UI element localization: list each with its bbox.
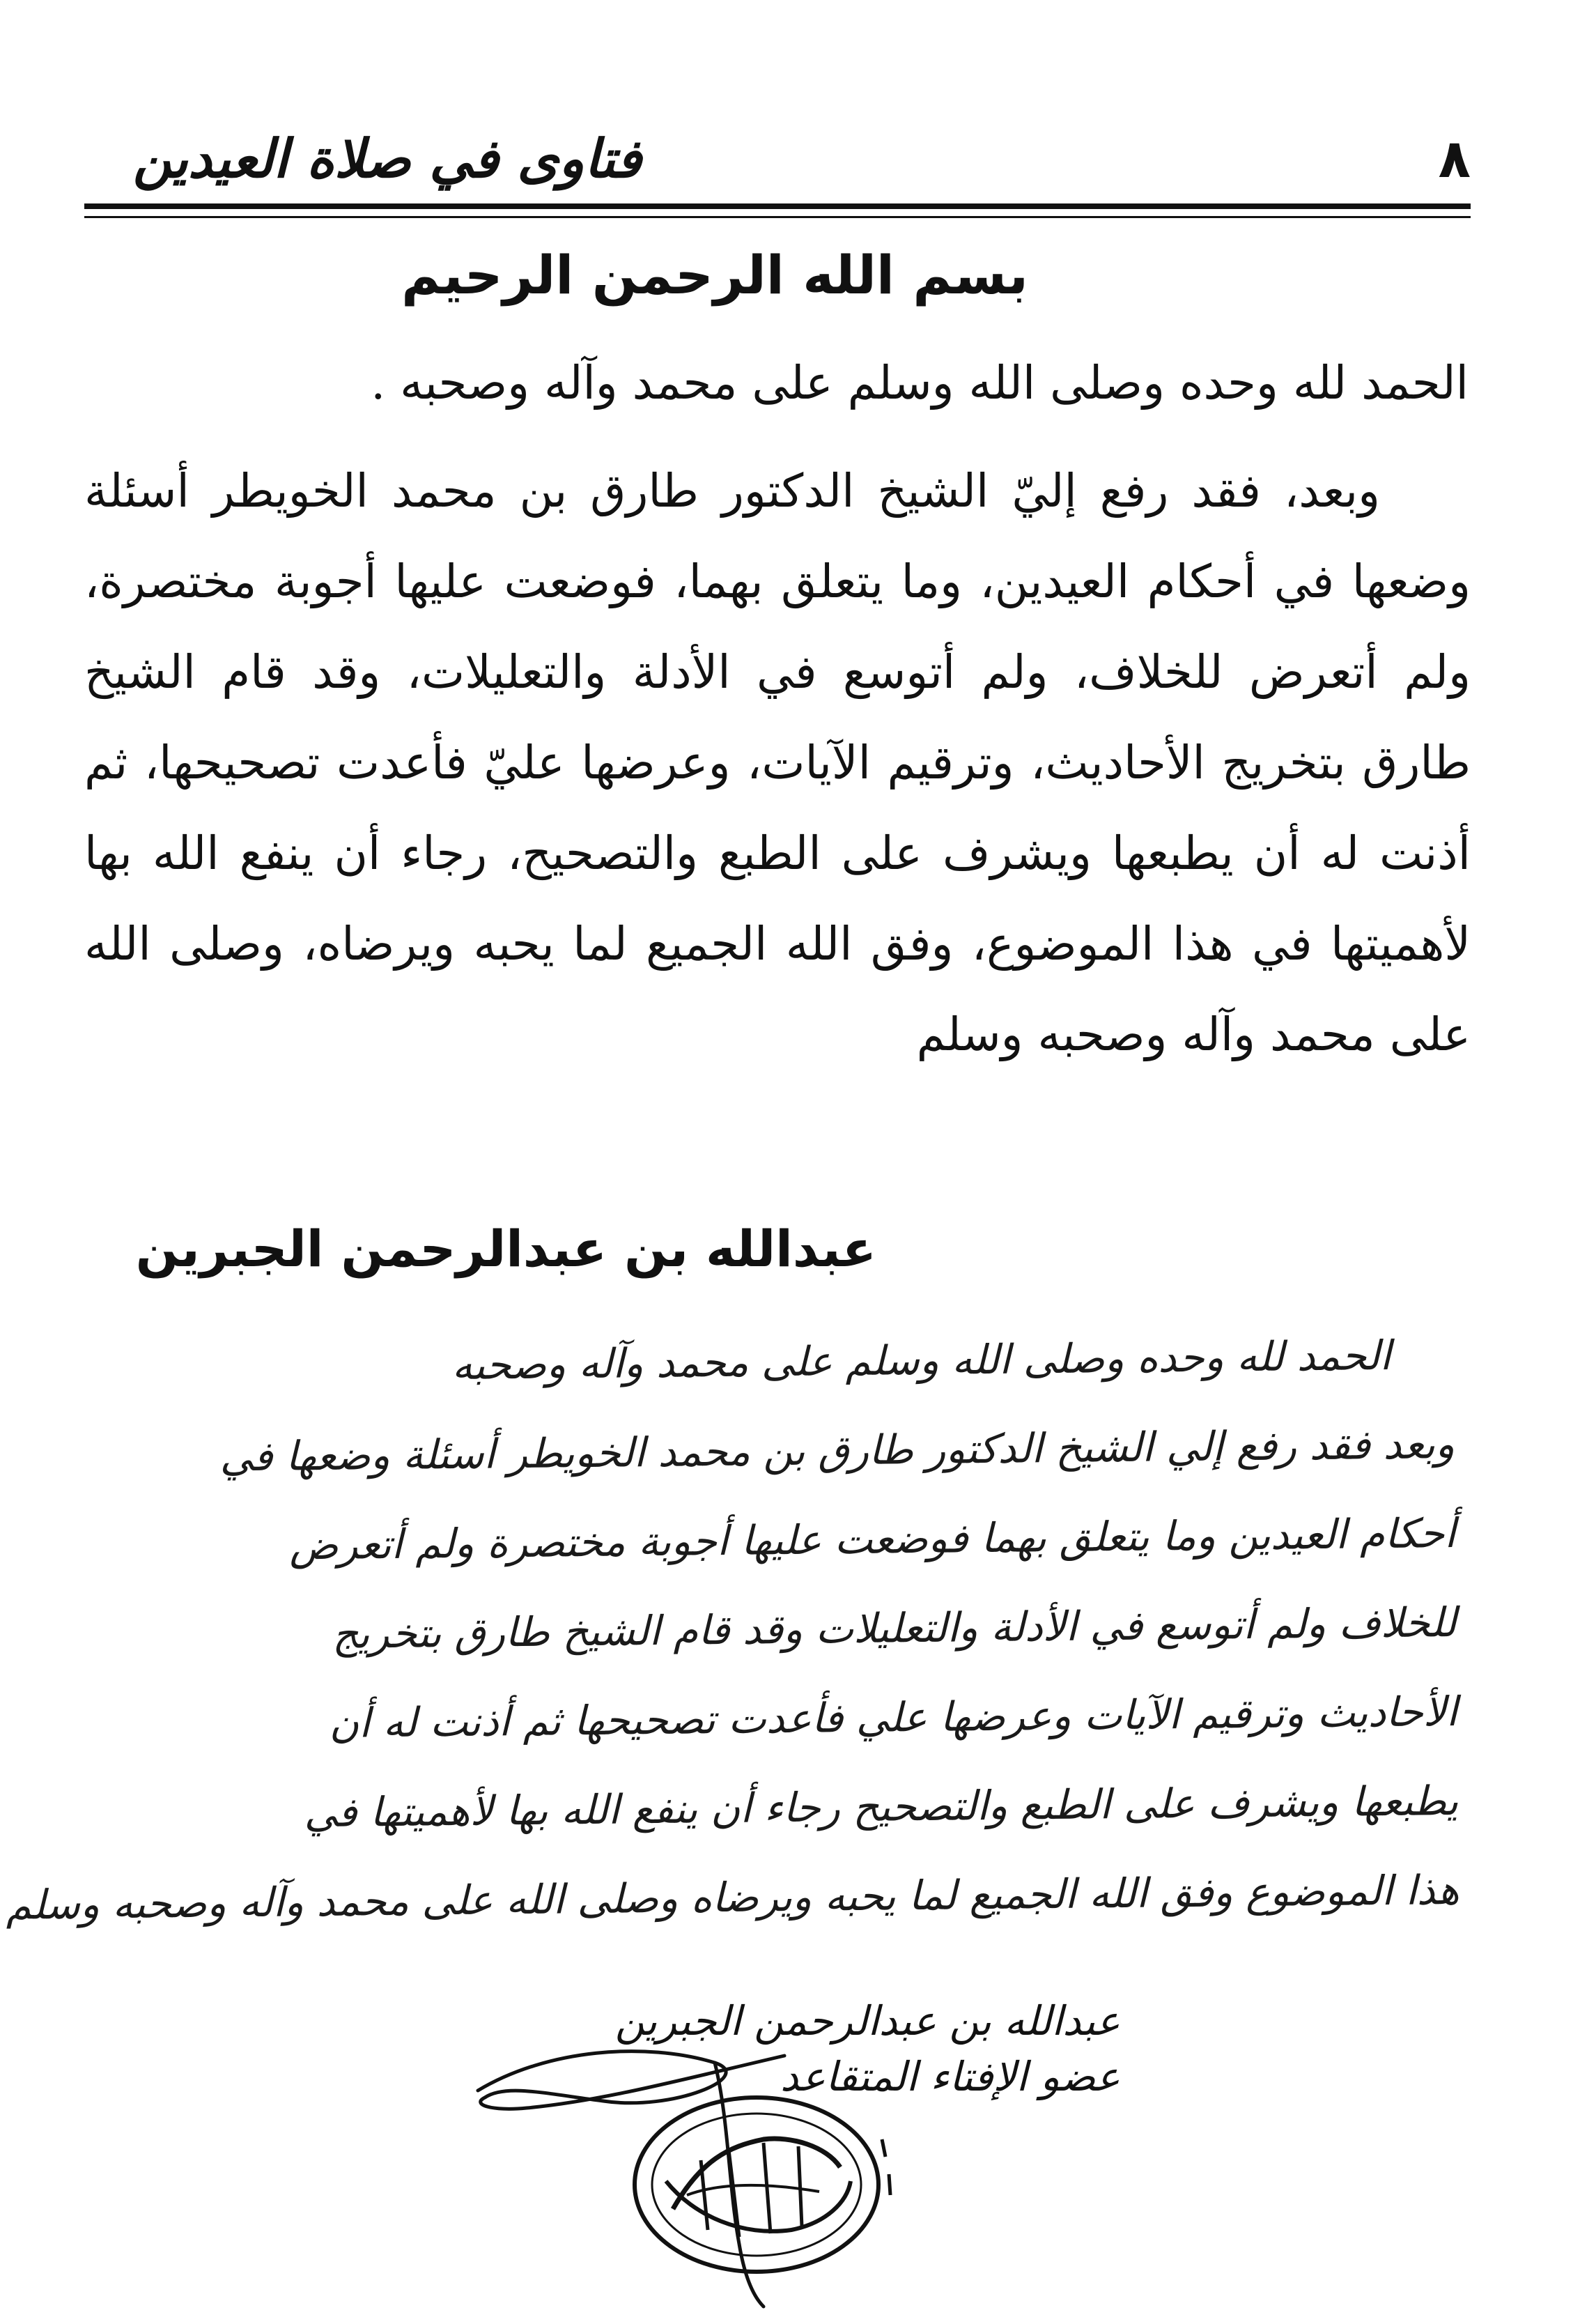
signature-title: عضو الإفتاء المتقاعد [780, 2053, 1120, 2100]
page-number: ٨ [1438, 128, 1471, 190]
signature-name: عبدالله بن عبدالرحمن الجبرين [614, 1997, 1120, 2045]
header-rule-thin [84, 216, 1471, 218]
handwritten-line: وبعد فقد رفع إلي الشيخ الدكتور طارق بن محمد الخويطر أسئلة وضعها في [219, 1419, 1455, 1481]
handwritten-line: أحكام العيدين وما يتعلق بهما فوضعت عليها أجوبة مختصرة ولم أتعرض [289, 1509, 1456, 1569]
handwritten-letter [6, 1310, 1460, 1948]
signature-and-seal [464, 2035, 966, 2314]
preface-paragraph: وبعد، فقد رفع إليّ الشيخ الدكتور طارق بن محمد الخويطر أسئلة وضعها في أحكام العيدين، وما يتعلق بهما، فوضعت عليها أجوبة مختصرة، ولم أتعرض للخلاف، ولم أتوسع في الأدلة والتعليلات، وقد قام الشيخ طارق بتخريج الأحاديث، وترقيم الآيات، وعرضها عليّ فأعدت تصحيحها، ثم أذنت له أن يطبعها ويشرف على الطبع والتصحيح، رجاء أن ينفع الله بها لأهميتها في هذا الموضوع، وفق الله الجميع لما يحبه ويرضاه، وصلى الله على محمد وآله وصحبه وسلم [84, 464, 1471, 1061]
official-seal-icon [635, 2098, 878, 2272]
page-header [84, 122, 1471, 192]
header-rule-thick [84, 203, 1471, 209]
signature-tail [882, 2139, 890, 2195]
running-title: فتاوى في صلاة العيدين [132, 128, 642, 190]
handwritten-line: الأحاديث وترقيم الآيات وعرضها علي فأعدت تصحيحها ثم أذنت له أن [329, 1687, 1458, 1747]
author-name: عبدالله بن عبدالرحمن الجبرين [135, 1219, 876, 1278]
handwritten-line: الحمد لله وحده وصلى الله وسلم على محمد وآله وصحبه [451, 1331, 1392, 1390]
handwritten-line: يطبعها ويشرف على الطبع والتصحيح رجاء أن ينفع الله بها لأهميتها في [304, 1776, 1459, 1837]
opening-praise: الحمد لله وحده وصلى الله وسلم على محمد وآله وصحبه . [371, 356, 1469, 410]
handwritten-line: هذا الموضوع وفق الله الجميع لما يحبه ويرضاه وصلى الله على محمد وآله وصحبه وسلم [6, 1865, 1460, 1929]
handwritten-line: للخلاف ولم أتوسع في الأدلة والتعليلات وقد قام الشيخ طارق بتخريج [332, 1598, 1457, 1658]
basmala-heading: بسم الله الرحمن الرحيم [401, 244, 1028, 306]
preface-body [84, 446, 1471, 1080]
